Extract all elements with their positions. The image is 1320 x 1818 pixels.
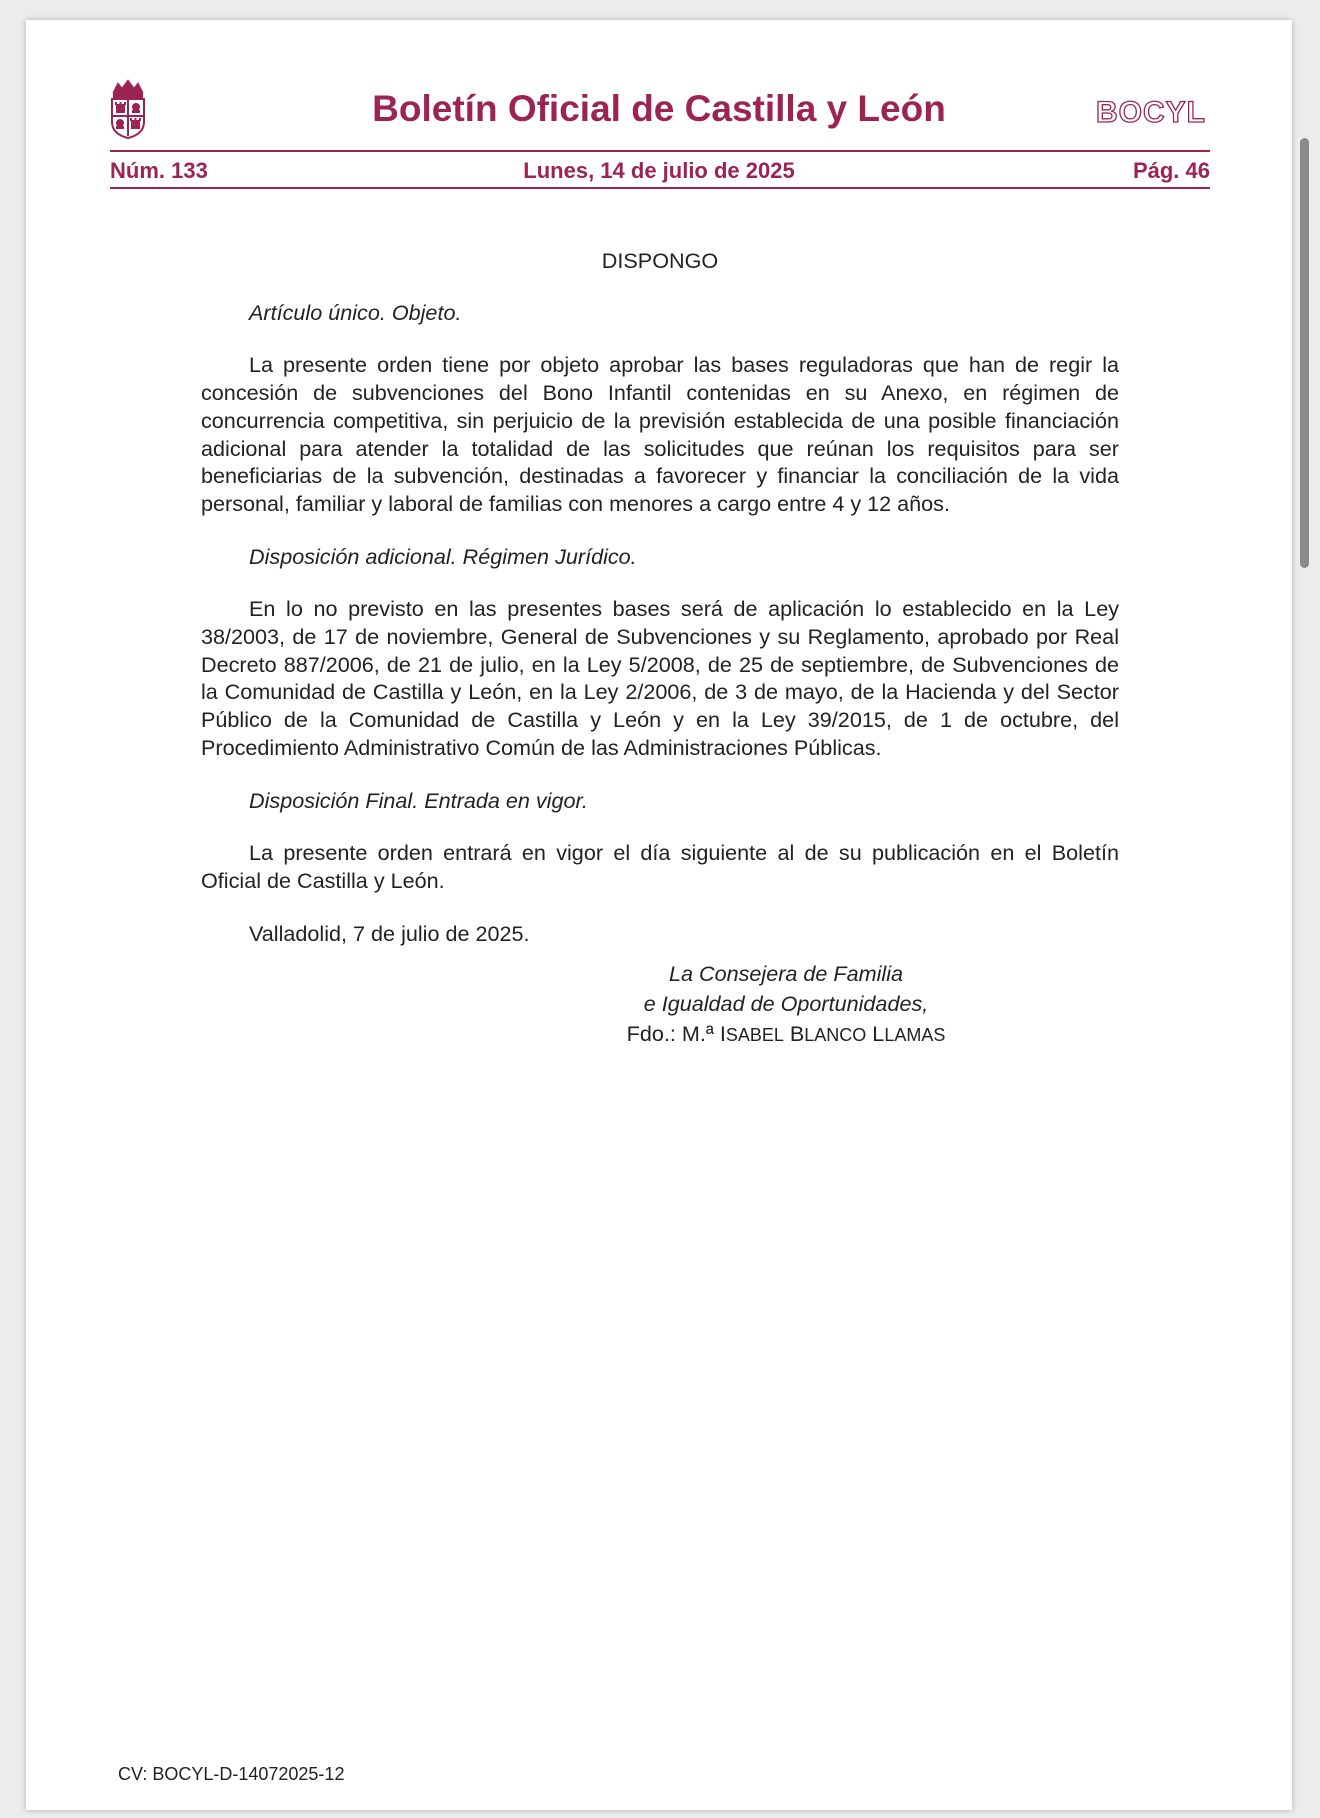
place-and-date: Valladolid, 7 de julio de 2025.	[249, 920, 530, 946]
issue-date: Lunes, 14 de julio de 2025	[523, 158, 795, 183]
signer-role-line-1: La Consejera de Familia	[668, 961, 904, 987]
signer-role-line-2: e Igualdad de Oportunidades,	[643, 991, 929, 1017]
bocyl-logo	[1083, 96, 1219, 126]
additional-provision-heading: Disposición adicional. Régimen Jurídico.	[249, 543, 637, 569]
document-page	[26, 20, 1292, 1810]
vertical-scrollbar[interactable]	[1300, 138, 1309, 568]
dispongo-heading: DISPONGO	[601, 248, 719, 273]
signature-block	[536, 959, 1036, 1050]
issue-number: Núm. 133	[110, 158, 208, 183]
cv-code: CV: BOCYL-D-14072025-12	[118, 1764, 345, 1784]
page-number: Pág. 46	[1132, 158, 1210, 183]
header-bottom-rule	[110, 187, 1210, 189]
signer-name-initial-1: I	[719, 1021, 726, 1047]
article-paragraph: La presente orden tiene por objeto aprobar las bases reguladoras que han de regir la concesión de subvenciones del Bono Infantil contenidas en su Anexo, en régimen de concurrencia competitiva, sin perjuicio de la previsión establecida de una posible financiación adicional para atender la totalidad de las solicitudes que reúnan los requisitos para ser beneficiarias de la subvención, destinadas a favorecer y financiar la conciliación de la vida personal, familiar y laboral de familias con menores a cargo entre 4 y 12 años.	[201, 352, 1119, 516]
article-heading: Artículo único. Objeto.	[249, 299, 462, 325]
document-body	[201, 247, 1119, 1050]
signer-name-rest-1: SABEL	[725, 1025, 784, 1046]
additional-provision-paragraph: En lo no previsto en las presentes bases será de aplicación lo establecido en la Ley 38/2003, de 17 de noviembre, General de Subvenciones y su Reglamento, aprobado por Real Decreto 887/2006, de 21 de julio, en la Ley 5/2008, de 25 de septiembre, de Subvenciones de la Comunidad de Castilla y León, en la Ley 2/2006, de 3 de mayo, de la Hacienda y del Sector Público de la Comunidad de Castilla y León y en la Ley 39/2015, de 1 de octubre, del Procedimiento Administrativo Común de las Administraciones Públicas.	[201, 596, 1119, 760]
final-provision-paragraph: La presente orden entrará en vigor el día siguiente al de su publicación en el Boletín Oficial de Castilla y León.	[201, 840, 1119, 893]
signer-prefix: Fdo.: M.ª	[626, 1021, 720, 1047]
gazette-title: Boletín Oficial de Castilla y León	[372, 88, 946, 129]
signer-name	[536, 1019, 1036, 1050]
signer-name-initial-2: B	[789, 1021, 805, 1047]
signer-name-initial-3: L	[872, 1021, 885, 1047]
bocyl-logo-text: BOCYL	[1096, 96, 1206, 126]
signer-name-rest-2: LANCO	[804, 1025, 867, 1046]
header-top-rule	[110, 150, 1210, 152]
signer-name-rest-3: LAMAS	[884, 1025, 946, 1046]
final-provision-heading: Disposición Final. Entrada en vigor.	[249, 787, 588, 813]
